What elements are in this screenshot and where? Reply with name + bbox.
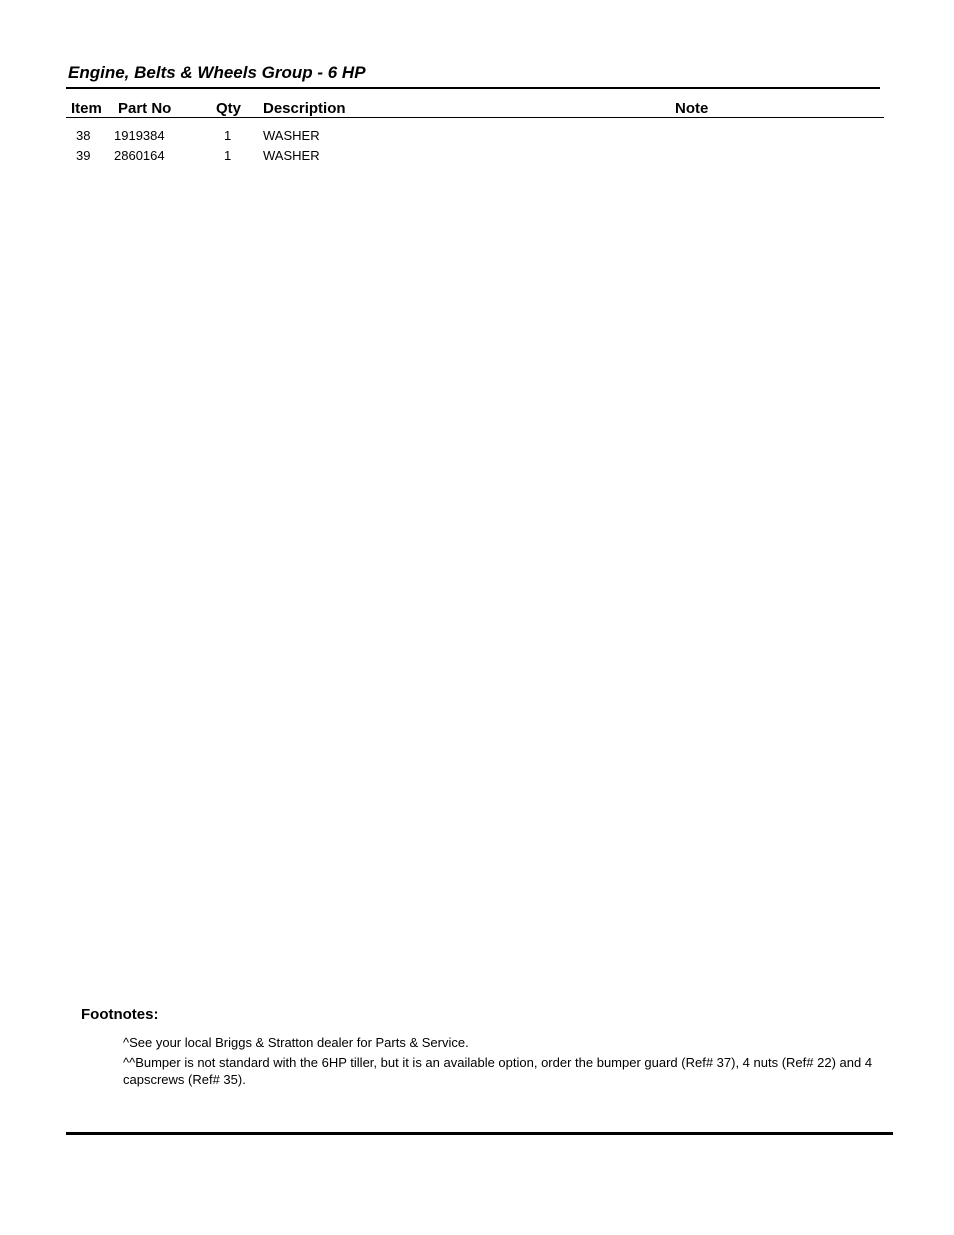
footnotes-list	[123, 1034, 879, 1091]
cell-description: WASHER	[263, 148, 320, 163]
column-header-qty: Qty	[216, 100, 242, 117]
cell-item: 38	[76, 128, 91, 143]
header-divider	[66, 117, 884, 118]
cell-part-no: 1919384	[114, 128, 165, 143]
cell-part-no: 2860164	[114, 148, 165, 163]
table-row	[0, 128, 954, 148]
cell-description: WASHER	[263, 128, 320, 143]
cell-item: 39	[76, 148, 91, 163]
column-header-item: Item	[71, 100, 102, 117]
column-header-description: Description	[263, 100, 346, 117]
bottom-divider	[66, 1132, 893, 1135]
footnote: ^^Bumper is not standard with the 6HP tiller, but it is an available option, order the bumper guard (Ref# 37), 4 nuts (Ref# 22) and 4 capscrews (Ref# 35).	[123, 1055, 873, 1087]
page-title: Engine, Belts & Wheels Group - 6 HP	[68, 63, 366, 82]
parts-table-body	[0, 128, 954, 168]
cell-qty: 1	[224, 128, 232, 143]
footnote: ^See your local Briggs & Stratton dealer for Parts & Service.	[123, 1035, 469, 1050]
footnotes-heading: Footnotes:	[81, 1006, 159, 1023]
table-row	[0, 148, 954, 168]
title-divider	[66, 87, 880, 89]
cell-qty: 1	[224, 148, 232, 163]
column-header-part-no: Part No	[118, 100, 172, 117]
column-header-note: Note	[675, 100, 709, 117]
